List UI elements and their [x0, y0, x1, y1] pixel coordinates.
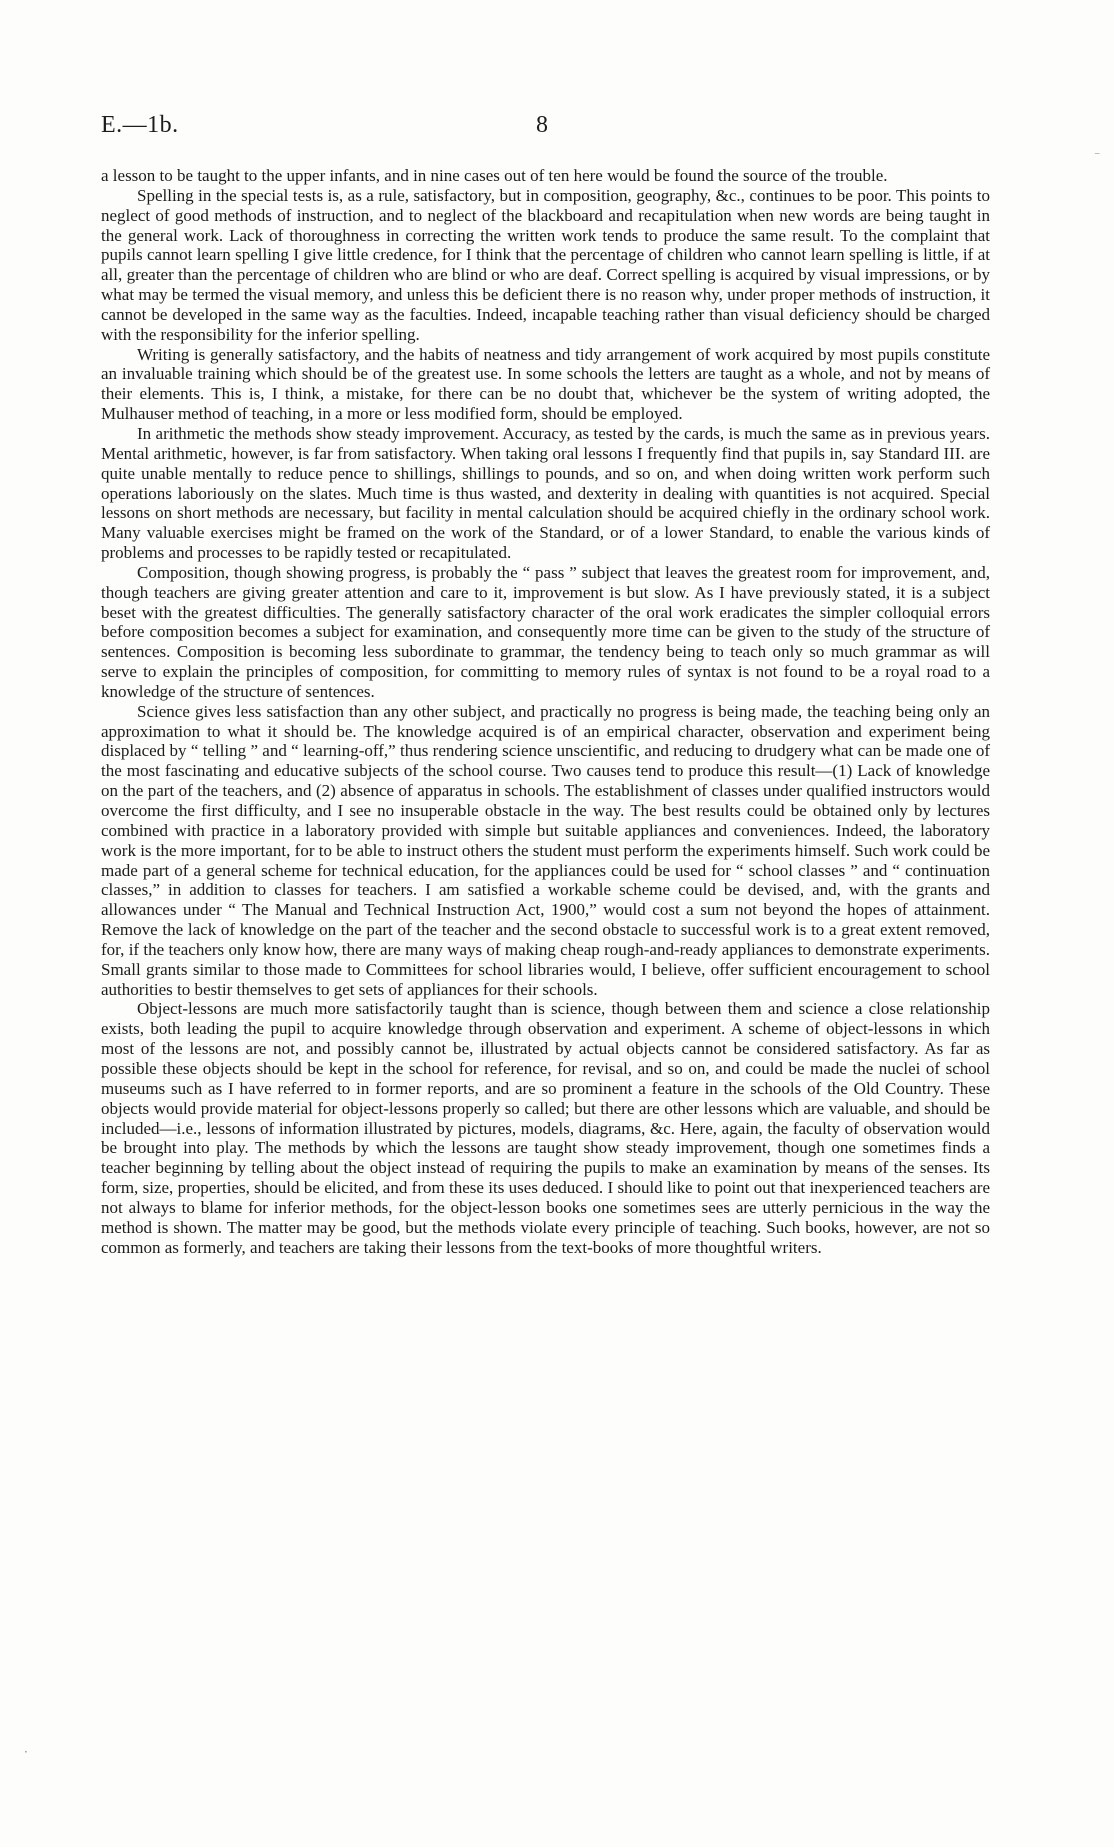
paragraph-science: Science gives less satisfaction than any other subject, and practically no progress is being made, the teaching being only an approximation to what it should be. The knowledge acquired is of an empirical character, observation and experiment being displaced by “ telling ” and “ learning-off,” thus rendering science unscientific, and reducing to drudgery what can be made one of the most fascinating and educative subjects of the school course. Two causes tend to produce this result—(1) Lack of knowledge on the part of the teachers, and (2) absence of apparatus in schools. The establishment of classes under qualified instructors would overcome the first difficulty, and I see no insuperable obstacle in the way. The best results could be obtained only by lectures combined with practice in a laboratory provided with simple but suitable appliances and conveniences. Indeed, the laboratory work is the more important, for to be able to instruct others the student must perform the experiments himself. Such work could be made part of a general scheme for technical education, for the appliances could be used for “ school classes ” and “ continuation classes,” in addition to classes for teachers. I am satisfied a workable scheme could be devised, and, with the grants and allowances under “ The Manual and Technical Instruction Act, 1900,” would cost a sum not beyond the hopes of attainment. Remove the lack of knowledge on the part of the teacher and the second obstacle to successful work is to a great extent removed, for, if the teachers only know how, there are many ways of making cheap rough-and-ready appliances to demonstrate experiments. Small grants similar to those made to Committees for school libraries would, I believe, offer sufficient encouragement to school authorities to bestir themselves to get sets of appliances for their schools.: [101, 701, 990, 999]
page-number: 8: [536, 112, 548, 138]
paragraph-arithmetic: In arithmetic the methods show steady improvement. Accuracy, as tested by the cards, is much the same as in previous years. Mental arithmetic, however, is far from satisfactory. When taking oral lessons I frequently find that pupils in, say Standard III. are quite unable mentally to reduce pence to shillings, shillings to pounds, and so on, and when doing written work perform such operations laboriously on the slates. Much time is thus wasted, and dexterity in dealing with quantities is not acquired. Special lessons on short methods are necessary, but facility in mental calculation should be acquired chiefly in the ordinary school work. Many valuable exercises might be framed on the work of the Standard, or of a lower Standard, to enable the various kinds of problems and processes to be rapidly tested or recapitulated.: [101, 423, 990, 563]
paragraph-composition: Composition, though showing progress, is probably the “ pass ” subject that leaves the greatest room for improvement, and, though teachers are giving greater attention and care to it, improvement is but slow. As I have previously stated, it is a subject beset with the greatest difficulties. The generally satisfactory character of the oral work eradicates the simpler colloquial errors before composition becomes a subject for examination, and consequently more time can be given to the study of the structure of sentences. Composition is becoming less subordinate to grammar, the tendency being to teach only so much grammar as will serve to explain the principles of composition, for committing to memory rules of syntax is not found to be a royal road to a knowledge of the structure of sentences.: [101, 562, 990, 701]
scan-mark: ⁻: [1094, 148, 1101, 162]
paragraph-intro-continuation: a lesson to be taught to the upper infants, and in nine cases out of ten here would be found the source of the trouble.: [101, 166, 888, 185]
body-text: [101, 166, 990, 1257]
scan-mark: ·: [24, 1745, 28, 1759]
paragraph-writing: Writing is generally satisfactory, and the habits of neatness and tidy arrangement of work acquired by most pupils constitute an invaluable training which should be of the greatest use. In some schools the letters are taught as a whole, and not by means of their elements. This is, I think, a mistake, for there can be no doubt that, whichever be the system of writing adopted, the Mulhauser method of teaching, in a more or less modified form, should be employed.: [101, 344, 990, 424]
paragraph-object-lessons: Object-lessons are much more satisfactorily taught than is science, though between them and science a close relationship exists, both leading the pupil to acquire knowledge through observation and experiment. A scheme of object-lessons in which most of the lessons are not, and possibly cannot be, illustrated by actual objects cannot be considered satisfactory. As far as possible these objects should be kept in the school for reference, for revisal, and so on, and could be made the nuclei of school museums such as I have referred to in former reports, and are so prominent a feature in the schools of the Old Country. These objects would provide material for object-lessons properly so called; but there are other lessons which are valuable, and should be included—i.e., lessons of information illustrated by pictures, models, diagrams, &c. Here, again, the faculty of observation would be brought into play. The methods by which the lessons are taught show steady improvement, though one sometimes finds a teacher beginning by telling about the object instead of requiring the pupils to make an examination by means of the senses. Its form, size, properties, should be elicited, and from these its uses deduced. I should like to point out that inexperienced teachers are not always to blame for inferior methods, for the object-lesson books one sometimes sees are utterly pernicious in the way the method is shown. The matter may be good, but the methods violate every principle of teaching. Such books, however, are not so common as formerly, and teachers are taking their lessons from the text-books of more thoughtful writers.: [101, 999, 990, 1257]
document-reference: E.—1b.: [101, 112, 179, 138]
page-header: [101, 112, 990, 146]
paragraph-spelling: Spelling in the special tests is, as a rule, satisfactory, but in composition, geography, &c., continues to be poor. This points to neglect of good methods of instruction, and to neglect of the blackboard and recapitulation when new words are being taught in the general work. Lack of thoroughness in correcting the written work tends to produce the same result. To the complaint that pupils cannot learn spelling I give little credence, for I think that the percentage of children who cannot learn spelling is little, if at all, greater than the percentage of children who are blind or who are deaf. Correct spelling is acquired by visual impressions, or by what may be termed the visual memory, and unless this be deficient there is no reason why, under proper methods of instruction, it cannot be developed in the same way as the faculties. Indeed, incapable teaching rather than visual deficiency should be charged with the responsibility for the inferior spelling.: [101, 185, 990, 344]
